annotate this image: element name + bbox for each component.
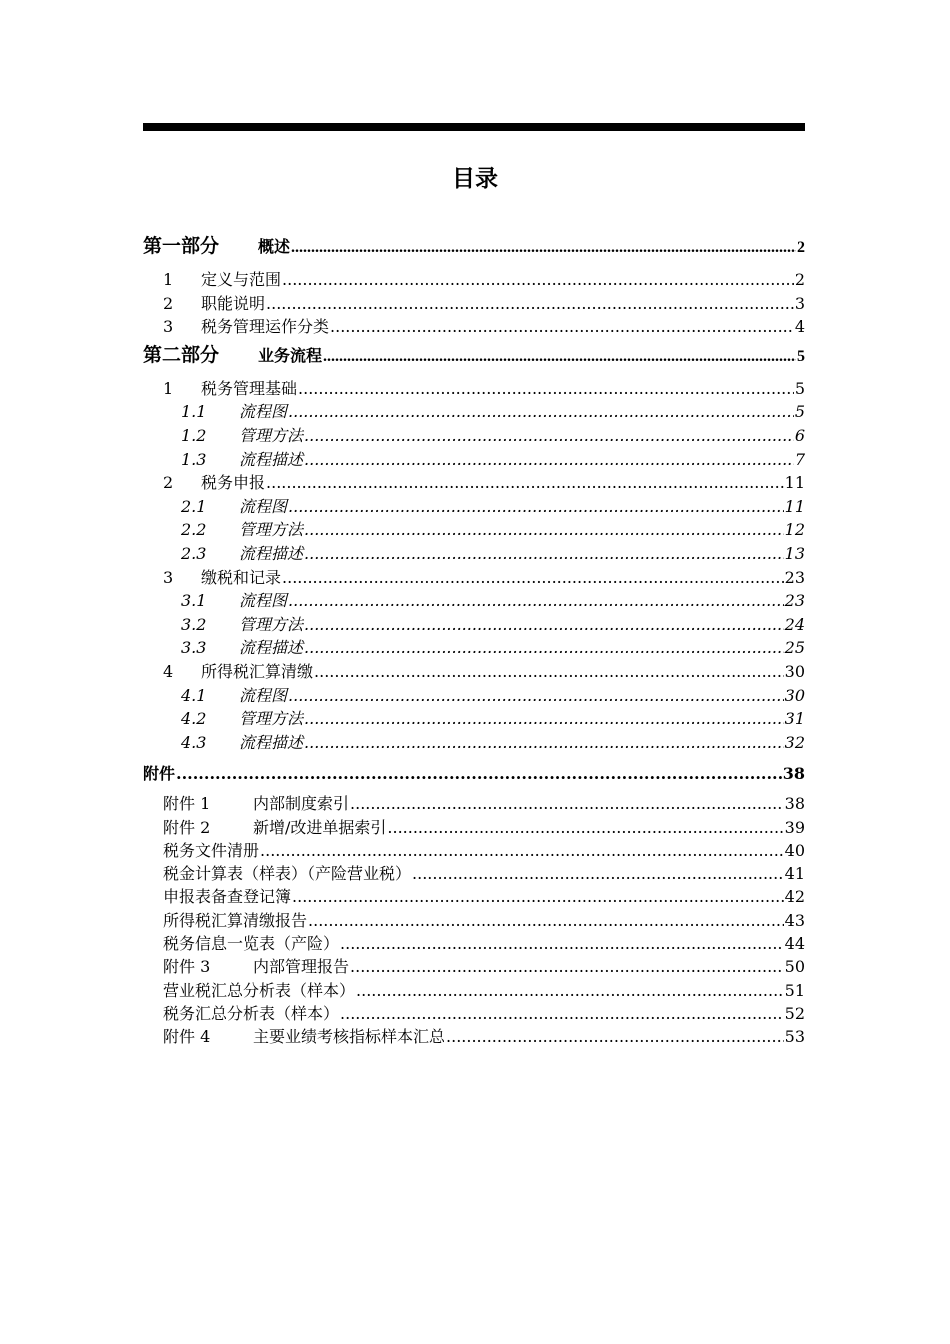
toc-entry-title: 税务管理运作分类 [201,317,330,337]
toc-leader-dots [282,270,794,289]
toc-entry-page: 12 [784,520,805,540]
toc-entry-number: 2.2 [181,520,207,540]
toc-entry-label [181,541,303,564]
toc-entry-page: 31 [784,709,805,729]
toc-entry-title: 税务汇总分析表（样本） [163,1003,340,1023]
toc-leader-dots [266,473,784,492]
toc-entry-title: 业务流程 [258,345,323,365]
toc-appendix-item[interactable] [143,954,805,977]
toc-leader-dots [304,733,784,752]
toc-part-2[interactable] [143,340,805,366]
toc-entry-label [163,838,259,861]
toc-entry-title: 定义与范围 [201,270,282,289]
toc-entry-title: 所得税汇算清缴报告 [163,910,308,930]
toc-entry-label [181,447,303,470]
toc-leader-dots [340,934,784,953]
spacer [143,366,805,376]
toc-entry-title: 职能说明 [201,293,266,313]
toc-entry-page: 50 [784,957,805,977]
toc-section[interactable] [143,267,805,291]
toc-entry-title: 流程图 [239,591,288,611]
toc-subsection[interactable] [143,494,805,518]
toc-leader-dots [446,1027,784,1046]
toc-leader-dots [260,841,784,860]
toc-entry-label [163,884,291,907]
toc-entry-page: 4 [794,317,805,337]
toc-entry-title: 税务信息一览表（产险） [163,934,340,954]
toc-entry-label [181,494,287,517]
toc-entry-number: 3.3 [181,638,207,658]
toc-entry-label [181,399,287,422]
toc-entry-page: 40 [784,840,805,860]
toc-entry-title: 主要业绩考核指标样本汇总 [253,1027,446,1047]
toc-entry-label [163,954,349,977]
toc-entry-number: 第一部分 [143,235,220,257]
toc-entry-title: 新增/改进单据索引 [253,817,387,837]
toc-entry-title: 流程图 [239,402,288,422]
header-rule [143,123,805,131]
toc-subsection[interactable] [143,706,805,730]
toc-entry-page: 6 [794,425,805,445]
toc-appendix-item[interactable] [143,931,805,954]
toc-entry-title: 流程图 [239,496,288,516]
toc-subsection[interactable] [143,517,805,541]
toc-part-1[interactable] [143,231,805,257]
toc-entry-label [181,423,303,446]
toc-entry-title: 申报表备查登记簿 [163,887,292,907]
toc-leader-dots [323,348,796,366]
toc-entry-page: 30 [784,661,805,681]
toc-entry-page: 41 [784,864,805,884]
toc-entry-label [143,340,322,367]
toc-entry-number: 1.3 [181,449,207,469]
toc-entry-label [181,683,287,706]
toc-entry-title: 流程描述 [239,638,304,658]
toc-subsection[interactable] [143,541,805,565]
toc-entry-title: 内部制度索引 [253,794,350,814]
toc-appendix-item[interactable] [143,838,805,861]
toc-leader-dots [412,864,784,883]
toc-entry-page: 5 [797,347,805,365]
toc-entry-page: 5 [794,378,805,398]
toc-entry-label [163,291,265,314]
toc-leader-dots [288,497,784,516]
toc-entry-page: 30 [784,685,805,705]
toc-entry-label [163,1024,445,1047]
toc-leader-dots [308,911,784,930]
toc-appendix-item[interactable] [143,884,805,907]
toc-leader-dots [304,709,784,728]
toc-entry-label [163,376,297,399]
toc-entry-label [163,1001,339,1024]
toc-entry-number: 附件 3 [163,957,211,977]
toc-entry-number: 附件 4 [163,1027,211,1047]
toc-subsection[interactable] [143,730,805,754]
toc-entry-label [163,314,329,337]
toc-entry-label [163,861,411,884]
toc-entry-page: 32 [784,732,805,752]
toc-entry-title: 营业税汇总分析表（样本） [163,980,356,1000]
toc-appendix[interactable] [143,761,805,785]
toc-entry-label [163,659,313,682]
toc-appendix-item[interactable] [143,791,805,814]
toc-entry-title: 流程描述 [239,543,304,563]
toc-entry-page: 3 [794,293,805,313]
toc-entry-page: 25 [784,638,805,658]
toc-section[interactable] [143,376,805,400]
toc-entry-number: 第二部分 [143,343,220,366]
toc-entry-number: 1 [163,378,174,398]
toc-entry-title: 税务管理基础 [201,378,298,398]
toc-entry-label [143,231,290,258]
toc-entry-page: 39 [784,817,805,837]
toc-leader-dots [304,450,794,469]
toc-section[interactable] [143,470,805,494]
toc-entry-number: 1 [163,270,174,289]
toc-entry-label [143,761,175,784]
toc-entry-title: 所得税汇算清缴 [201,661,314,681]
toc-section[interactable] [143,291,805,315]
toc-leader-dots [288,591,784,610]
toc-entry-page: 23 [784,591,805,611]
toc-entry-label [163,565,281,588]
toc-entry-label [163,267,281,290]
toc-entry-title: 管理方法 [239,520,304,540]
toc-leader-dots [304,615,784,634]
toc-leader-dots [350,794,784,813]
toc-entry-page: 5 [794,402,805,422]
toc-entry-number: 4.1 [181,685,207,705]
toc-entry-page: 7 [794,449,805,469]
toc-entry-page: 2 [797,239,805,256]
toc-entry-number: 2 [163,293,174,313]
toc-entry-number: 1.2 [181,425,207,445]
toc-entry-label [163,908,307,931]
toc-leader-dots [304,638,784,657]
toc-leader-dots [282,568,784,587]
toc-entry-page: 11 [784,473,805,493]
toc-entry-title: 缴税和记录 [201,567,282,587]
toc-appendix-item[interactable] [143,908,805,931]
toc-leader-dots [304,544,784,563]
toc-entry-page: 38 [782,764,805,784]
toc-entry-number: 3.2 [181,614,207,634]
toc-entry-number: 4.2 [181,709,207,729]
toc-entry-label [163,931,339,954]
toc-entry-number: 1.1 [181,402,207,422]
toc-subsection[interactable] [143,612,805,636]
toc-entry-title: 管理方法 [239,614,304,634]
toc-leader-dots [288,686,784,705]
toc-entry-label [181,635,303,658]
toc-leader-dots [304,520,784,539]
toc-entry-page: 44 [784,934,805,954]
toc-entry-title: 附件 [143,764,176,784]
toc-subsection[interactable] [143,423,805,447]
toc-entry-title: 税务文件清册 [163,840,260,860]
toc-entry-label [181,706,303,729]
toc-subsection[interactable] [143,399,805,423]
toc-section[interactable] [143,314,805,338]
toc-entry-label [181,588,287,611]
toc-leader-dots [288,402,794,421]
toc-entry-page: 2 [794,270,805,289]
toc-entry-page: 13 [784,543,805,563]
toc-entry-number: 3.1 [181,591,207,611]
toc-leader-dots [330,317,794,336]
toc-leader-dots [314,662,784,681]
toc-subsection[interactable] [143,447,805,471]
toc-entry-page: 11 [784,496,805,516]
toc-entry-number: 3 [163,567,174,587]
toc-leader-dots [292,887,784,906]
toc-entry-title: 流程描述 [239,449,304,469]
toc-subsection[interactable] [143,683,805,707]
toc-appendix-item[interactable] [143,861,805,884]
toc-entry-title: 流程图 [239,685,288,705]
toc-entry-title: 税务申报 [201,473,266,493]
toc-appendix-item[interactable] [143,1001,805,1024]
toc-subsection[interactable] [143,588,805,612]
table-of-contents [143,229,805,1048]
toc-entry-title: 概述 [258,237,291,256]
toc-leader-dots [298,379,794,398]
toc-entry-number: 2 [163,473,174,493]
toc-entry-page: 24 [784,614,805,634]
toc-entry-page: 42 [784,887,805,907]
toc-entry-label [163,791,349,814]
toc-entry-page: 38 [784,794,805,814]
toc-leader-dots [387,818,783,837]
toc-leader-dots [304,426,794,445]
spacer [143,257,805,267]
toc-entry-page: 23 [784,567,805,587]
toc-entry-title: 管理方法 [239,425,304,445]
toc-leader-dots [176,764,782,783]
toc-leader-dots [350,957,784,976]
page-title: 目录 [452,166,498,192]
toc-entry-number: 2.1 [181,496,207,516]
toc-section[interactable] [143,659,805,683]
toc-entry-label [181,517,303,540]
toc-entry-number: 2.3 [181,543,207,563]
toc-entry-label [163,815,386,838]
toc-entry-number: 3 [163,317,174,337]
toc-entry-label [181,612,303,635]
toc-entry-page: 52 [784,1003,805,1023]
toc-entry-title: 内部管理报告 [253,957,350,977]
toc-entry-number: 附件 1 [163,794,211,814]
toc-entry-label [163,470,265,493]
toc-entry-label [181,730,303,753]
toc-entry-page: 51 [784,980,805,1000]
toc-entry-title: 流程描述 [239,732,304,752]
toc-entry-number: 4 [163,661,174,681]
toc-appendix-item[interactable] [143,1024,805,1047]
toc-appendix-item[interactable] [143,978,805,1001]
toc-entry-number: 附件 2 [163,817,211,837]
toc-entry-number: 4.3 [181,732,207,752]
toc-leader-dots [356,981,784,1000]
toc-entry-page: 53 [784,1027,805,1047]
toc-appendix-item[interactable] [143,815,805,838]
toc-entry-title: 管理方法 [239,709,304,729]
toc-section[interactable] [143,565,805,589]
toc-entry-title: 税金计算表（样表）（产险营业税） [163,864,412,884]
toc-leader-dots [266,294,794,313]
toc-leader-dots [340,1004,784,1023]
toc-leader-dots [291,239,796,257]
toc-subsection[interactable] [143,635,805,659]
toc-entry-page: 43 [784,910,805,930]
toc-entry-label [163,978,355,1001]
